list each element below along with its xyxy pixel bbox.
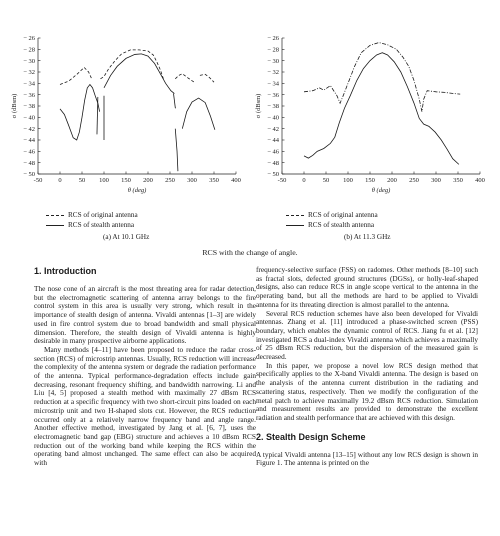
chart-a-x-tick-label: 400: [231, 177, 241, 184]
legend-b-swatch-stealth: [286, 225, 304, 226]
legend-b-item-stealth: [286, 220, 378, 230]
chart-b-x-axis-label: θ (deg): [371, 187, 391, 194]
legend-a-label-original: RCS of original antenna: [68, 211, 138, 219]
subcaption-a: (a) At 10.1 GHz: [103, 233, 150, 241]
chart-b-y-tick-label: − 28: [267, 46, 279, 54]
chart-b-x-tick-label: 150: [365, 177, 375, 184]
intro-paragraph-2: Many methods [4–11] have been proposed to reduce the radar cross-section (RCS) of microstrip antennas. Usually, RCS reduction will increase the complexity of the antenna system or degrade the radiation performance of the antenna. Typical performance-degradation effects include gain decreasing, resonant frequency shifting, and bandwidth narrowing. Li and Liu [4, 5] proposed a stealth method with maximally 27 dBsm RCS reduction at a specific frequency with two short-circuit pins loaded on each microstrip unit and two H-shaped slots cut. However, the RCS reduction occurred only at a relatively narrow frequency band and angle range. Another effective method, investigated by Jang et al. [6, 7], uses the electromagnetic band gap (EBG) structure and achieves a 10 dBsm RCS reduction out of the working band while keeping the RCS within the operating band almost unchanged. The same effect can also be acquired with: [34, 344, 256, 468]
subcaption-b: (b) At 11.3 GHz: [344, 233, 391, 241]
chart-a-series-original-line: [60, 67, 92, 84]
legend-a-swatch-original: [46, 215, 64, 216]
right-paragraph-1: frequency-selective surface (FSS) on radomes. Other methods [8–10] such as fractal slots, defected ground structures (DGSs), or holly-leaf-shaped designs, also can reduce RCS in angle scope vertical to the antenna in the operating band, but all the methods are hard to be applied to Vivaldi antenna for its threating direction is almost parallel to the antenna.: [256, 265, 478, 309]
chart-a-x-tick-label: 0: [58, 177, 62, 184]
chart-b-x-tick-label: 250: [409, 177, 419, 184]
legend-b-swatch-original: [286, 215, 304, 216]
chart-a-series-stealth-line: [97, 97, 98, 134]
chart-b-x-tick-label: 100: [343, 177, 353, 184]
chart-a-x-tick-label: 300: [187, 177, 197, 184]
chart-a-x-axis-label: θ (deg): [127, 187, 147, 194]
chart-b-svg: [250, 30, 490, 235]
chart-b-y-tick-label: − 26: [267, 35, 279, 43]
chart-a-x-tick-label: 100: [99, 177, 109, 184]
chart-a-series-stealth-line: [175, 129, 178, 172]
chart-a-series-stealth-line: [174, 94, 176, 109]
chart-a-series-stealth-line: [182, 98, 215, 130]
right-paragraph-2: Several RCS reduction schemes have also been developed for Vivaldi antennas. Zhang et al. [11] introduced a phase-switched screen (PSS) boundary, which enables the dynamic control of RCS. Jiang fu et al. [12] investigated RCS a dual-index Vivaldi antenna which achieves a maximally of 25 dBsm RCS reduction, but the dispersion of the measured gain is decreased.: [256, 308, 478, 362]
chart-b-y-axis-label: σ (dBsm): [255, 93, 262, 119]
legend-a: [46, 210, 138, 230]
chart-a-svg: [6, 30, 246, 235]
chart-a-series-original-line: [200, 74, 214, 82]
chart-b-x-tick-label: 350: [453, 177, 463, 184]
chart-a-y-tick-label: − 40: [23, 114, 35, 122]
chart-a-series-stealth-line: [60, 84, 100, 140]
legend-b-label-stealth: RCS of stealth antenna: [308, 221, 375, 229]
stealth-heading: 2. Stealth Design Scheme: [256, 431, 366, 442]
chart-a-y-tick-label: − 32: [23, 69, 35, 77]
right-column: [256, 266, 478, 468]
right-paragraph-3: In this paper, we propose a novel low RCS design method that specifically applies to the X-band Vivaldi antenna. The design is based on the analysis of the antenna current distribution in the radiating and scattering status, respectively. Then we modify the configuration of the metal patch to achieve maximally 19.2 dBsm RCS reduction. Simulation and measurement results are provided to demonstrate the excellent radiation and stealth performance that are achieved with this design.: [256, 360, 478, 422]
chart-a: [6, 30, 246, 235]
chart-b-y-tick-label: − 32: [267, 69, 279, 77]
chart-a-y-tick-label: − 42: [23, 125, 35, 133]
chart-b-y-tick-label: − 50: [267, 171, 279, 179]
chart-b-x-tick-label: -50: [277, 177, 287, 184]
chart-a-x-tick-label: 200: [143, 177, 153, 184]
chart-b-y-tick-label: − 36: [267, 91, 279, 99]
chart-a-series-original-line: [100, 50, 163, 79]
legend-a-swatch-stealth: [46, 225, 64, 226]
chart-b-y-tick-label: − 30: [267, 57, 279, 65]
figure-caption: RCS with the change of angle.: [202, 248, 298, 257]
chart-a-y-tick-label: − 48: [23, 159, 35, 167]
figure: [0, 0, 500, 262]
chart-a-y-tick-label: − 34: [23, 80, 35, 88]
chart-b-y-tick-label: − 34: [267, 80, 279, 88]
chart-b-x-tick-label: 400: [475, 177, 485, 184]
chart-b-series-stealth-line: [304, 53, 459, 165]
chart-b-x-tick-label: 50: [322, 177, 330, 184]
chart-a-y-tick-label: − 30: [23, 57, 35, 65]
left-column: [34, 266, 256, 468]
chart-a-series-original-line: [175, 74, 194, 83]
chart-b-x-tick-label: 200: [387, 177, 397, 184]
chart-a-y-tick-label: − 36: [23, 91, 35, 99]
legend-b-label-original: RCS of original antenna: [308, 211, 378, 219]
chart-b-y-tick-label: − 42: [267, 125, 279, 133]
chart-b-y-tick-label: − 38: [267, 103, 279, 111]
chart-a-y-tick-label: − 46: [23, 148, 35, 156]
chart-b-x-tick-label: 300: [431, 177, 441, 184]
legend-b: [286, 210, 378, 230]
chart-a-x-tick-label: 350: [209, 177, 219, 184]
chart-b-y-tick-label: − 46: [267, 148, 279, 156]
chart-a-x-tick-label: -50: [33, 177, 43, 184]
chart-a-x-tick-label: 150: [121, 177, 131, 184]
intro-paragraph-1: The nose cone of an aircraft is the most threating area for radar detection, but the electromagnetic scattering of antenna array belongs to the fire control system in this area is usually very strong, which result in the importance of stealth design of antenna. Vivaldi antennas [1–3] are widely used in fire control system due to broad bandwidth and small physical dimension. Therefore, the stealth design of Vivaldi antenna is highly desirable in many prospective airborne applications.: [34, 284, 256, 346]
chart-a-y-axis-label: σ (dBsm): [11, 93, 18, 119]
chart-a-y-tick-label: − 38: [23, 103, 35, 111]
legend-a-item-original: [46, 210, 138, 220]
chart-b: [250, 30, 490, 235]
chart-a-x-tick-label: 50: [78, 177, 86, 184]
chart-b-y-tick-label: − 44: [267, 137, 279, 145]
chart-a-x-tick-label: 250: [165, 177, 175, 184]
chart-a-series-stealth-line: [104, 54, 174, 94]
chart-a-y-tick-label: − 26: [23, 35, 35, 43]
chart-a-y-tick-label: − 28: [23, 46, 35, 54]
chart-b-x-tick-label: 0: [302, 177, 306, 184]
chart-b-y-tick-label: − 48: [267, 159, 279, 167]
stealth-paragraph-1: A typical Vivaldi antenna [13–15] without any low RCS design is shown in Figure 1. The antenna is printed on the: [256, 449, 478, 468]
chart-a-y-tick-label: − 44: [23, 137, 35, 145]
legend-b-item-original: [286, 210, 378, 220]
chart-a-y-tick-label: − 50: [23, 171, 35, 179]
legend-a-label-stealth: RCS of stealth antenna: [68, 221, 135, 229]
chart-b-y-tick-label: − 40: [267, 114, 279, 122]
intro-heading: 1. Introduction: [34, 266, 97, 276]
legend-a-item-stealth: [46, 220, 138, 230]
